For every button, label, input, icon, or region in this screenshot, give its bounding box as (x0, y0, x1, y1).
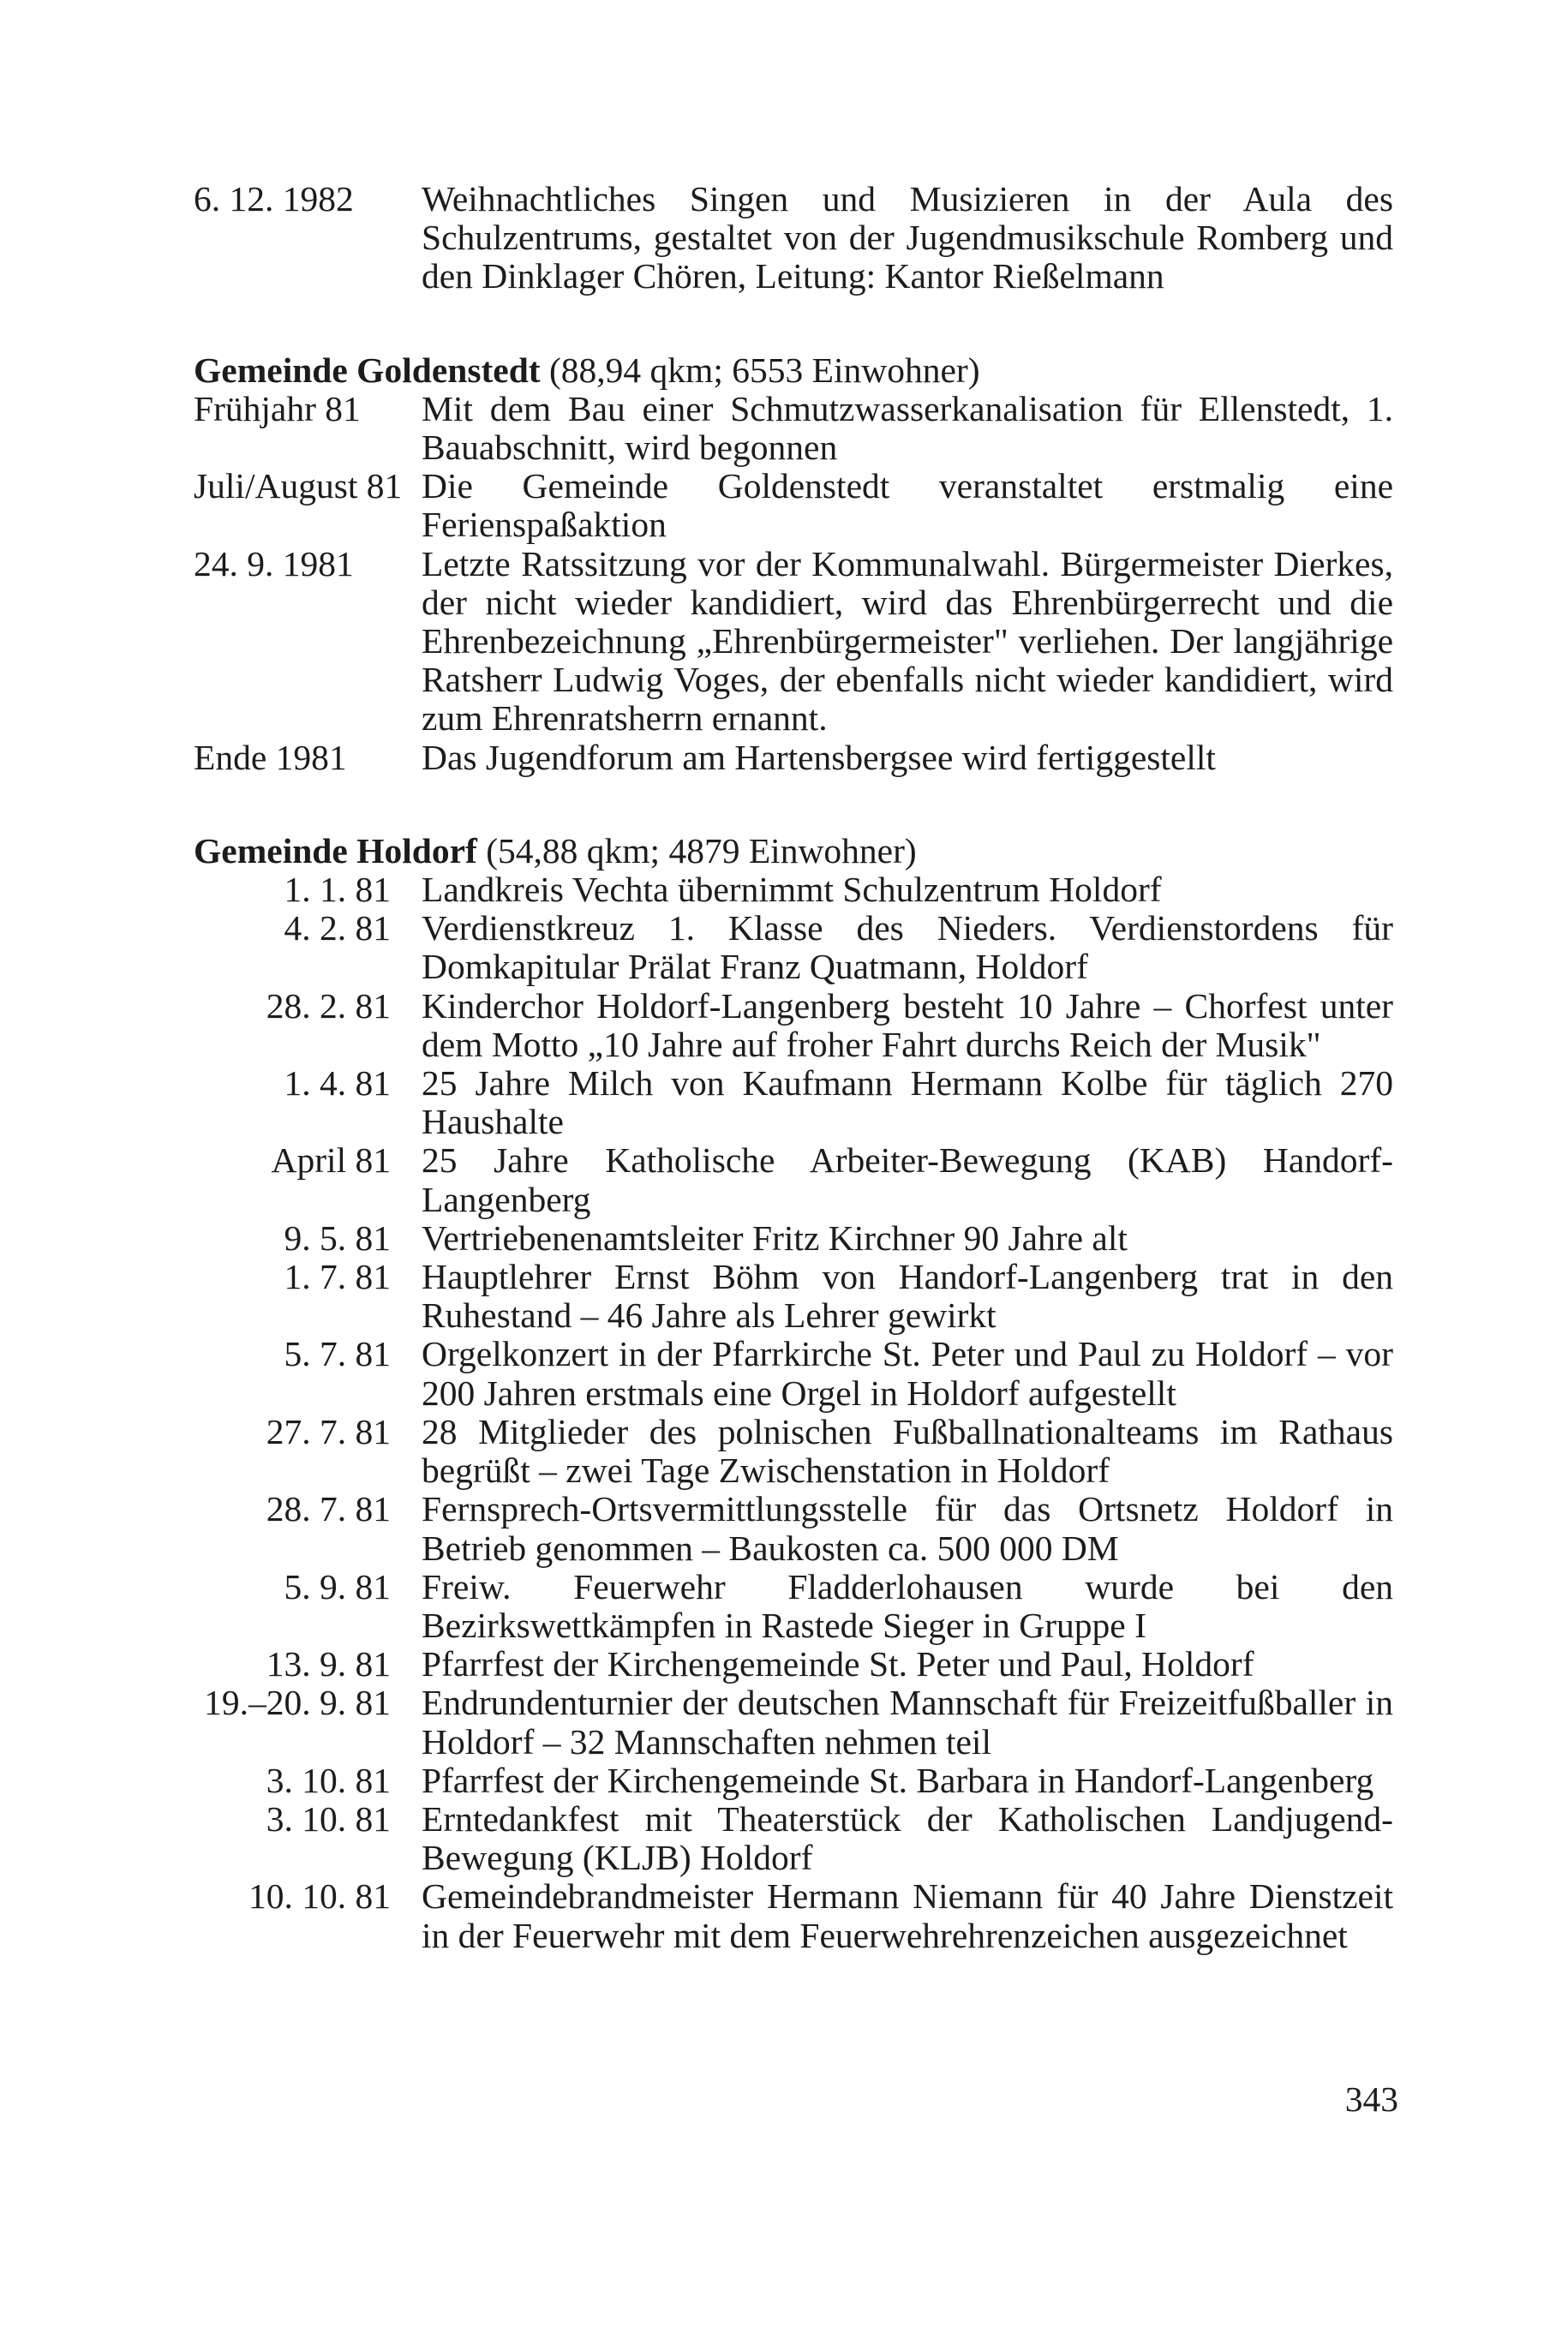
entry-text: Pfarrfest der Kirchengemeinde St. Barbara in Handorf-Langenberg (422, 1760, 1374, 1800)
chronicle-entry (194, 987, 1393, 1064)
chronicle-entry (194, 870, 1393, 909)
entry-date: 28. 2. 81 (266, 985, 391, 1026)
document-page (194, 180, 1393, 1955)
entry-date: 9. 5. 81 (284, 1217, 391, 1258)
section-name: Gemeinde Goldenstedt (194, 350, 541, 390)
entry-date: 1. 7. 81 (284, 1257, 391, 1297)
chronicle-entry (194, 1413, 1393, 1490)
chronicle-entry (194, 390, 1393, 467)
entry-text: Gemeindebrandmeister Hermann Niemann für 40 Jahre Dienstzeit in der Feuerwehr mit dem Feuerwehrehrenzeichen ausgezeichnet (422, 1876, 1393, 1955)
entry-date: 5. 7. 81 (284, 1334, 391, 1374)
chronicle-entry (194, 1141, 1393, 1218)
entry-date: Juli/August 81 (194, 466, 403, 506)
entry-date: 28. 7. 81 (266, 1489, 391, 1529)
chronicle-entry (194, 739, 1393, 777)
entry-text: Landkreis Vechta übernimmt Schulzentrum Holdorf (422, 870, 1162, 910)
chronicle-entry (194, 467, 1393, 544)
entry-date: 24. 9. 1981 (194, 543, 354, 583)
chronicle-entry (194, 545, 1393, 739)
entry-date: 27. 7. 81 (266, 1411, 391, 1451)
entry-text: 28 Mitglieder des polnischen Fußballnationalteams im Rathaus begrüßt – zwei Tage Zwischenstation in Holdorf (422, 1411, 1393, 1491)
entry-text: Pfarrfest der Kirchengemeinde St. Peter und Paul, Holdorf (422, 1644, 1254, 1684)
chronicle-entry (194, 909, 1393, 986)
entry-date: 4. 2. 81 (284, 908, 391, 948)
entry-date: 1. 4. 81 (284, 1063, 391, 1104)
entry-text: Die Gemeinde Goldenstedt veranstaltet erstmalig eine Ferienspaßaktion (422, 466, 1393, 545)
chronicle-entry (194, 1684, 1393, 1761)
chronicle-entry (194, 1490, 1393, 1567)
entry-date: Ende 1981 (194, 737, 347, 777)
entry-date: 19.–20. 9. 81 (204, 1683, 391, 1723)
entry-text: 25 Jahre Milch von Kaufmann Hermann Kolbe für täglich 270 Haushalte (422, 1063, 1393, 1142)
entry-text: Vertriebenenamtsleiter Fritz Kirchner 90 Jahre alt (422, 1217, 1128, 1258)
chronicle-entry (194, 1800, 1393, 1877)
chronicle-entry (194, 1645, 1393, 1684)
chronicle-entry (194, 1064, 1393, 1141)
entry-text: Freiw. Feuerwehr Fladderlohausen wurde bei den Bezirkswettkämpfen in Rastede Sieger in Gruppe I (422, 1566, 1393, 1645)
entry-date: 3. 10. 81 (266, 1760, 391, 1800)
chronicle-entry (194, 1568, 1393, 1645)
section-heading-holdorf (194, 832, 1393, 870)
entry-text: Orgelkonzert in der Pfarrkirche St. Peter und Paul zu Holdorf – vor 200 Jahren erstmals eine Orgel in Holdorf aufgestellt (422, 1334, 1393, 1413)
chronicle-entry (194, 1762, 1393, 1800)
page-number: 343 (1344, 2079, 1398, 2119)
entry-date: 1. 1. 81 (284, 870, 391, 910)
chronicle-entry (194, 1877, 1393, 1954)
section-name: Gemeinde Holdorf (194, 830, 477, 870)
entry-text: Letzte Ratssitzung vor der Kommunalwahl. Bürgermeister Dierkes, der nicht wieder kandidiert, wird das Ehrenbürgerrecht und die Ehrenbezeichnung „Ehrenbürgermeister" verliehen. Der langjährige Ratsherr Ludwig Voges, der ebenfalls nicht wieder kandidiert, wird zum Ehrenratsherrn ernannt. (422, 543, 1393, 739)
entry-date: 3. 10. 81 (266, 1798, 391, 1839)
entry-date: Frühjahr 81 (194, 388, 361, 428)
chronicle-entry (194, 180, 1393, 296)
entry-text: Erntedankfest mit Theaterstück der Katholischen Landjugend-Bewegung (KLJB) Holdorf (422, 1798, 1393, 1878)
chronicle-entry (194, 1258, 1393, 1335)
chronicle-entry (194, 1219, 1393, 1258)
entry-text: Kinderchor Holdorf-Langenberg besteht 10 Jahre – Chorfest unter dem Motto „10 Jahre auf froher Fahrt durchs Reich der Musik" (422, 985, 1393, 1064)
entry-text: Endrundenturnier der deutschen Mannschaft für Freizeitfußballer in Holdorf – 32 Mannschaften nehmen teil (422, 1683, 1393, 1762)
entry-date: April 81 (271, 1140, 391, 1181)
entry-text: Verdienstkreuz 1. Klasse des Nieders. Verdienstordens für Domkapitular Prälat Franz Quatmann, Holdorf (422, 908, 1393, 987)
section-heading-goldenstedt (194, 351, 1393, 390)
entry-date: 10. 10. 81 (248, 1876, 391, 1917)
entry-text: Mit dem Bau einer Schmutzwasserkanalisation für Ellenstedt, 1. Bauabschnitt, wird begonnen (422, 388, 1393, 468)
entry-text: Fernsprech-Ortsvermittlungsstelle für das Ortsnetz Holdorf in Betrieb genommen – Baukosten ca. 500 000 DM (422, 1489, 1393, 1568)
section-info: (54,88 qkm; 4879 Einwohner) (486, 830, 917, 870)
chronicle-entry (194, 1335, 1393, 1412)
entry-text: 25 Jahre Katholische Arbeiter-Bewegung (KAB) Handorf-Langenberg (422, 1140, 1393, 1219)
entry-text: Das Jugendforum am Hartensbergsee wird fertiggestellt (422, 737, 1216, 777)
entry-text: Weihnachtliches Singen und Musizieren in der Aula des Schulzentrums, gestaltet von der Jugendmusikschule Romberg und den Dinklager Chören, Leitung: Kantor Rießelmann (422, 179, 1393, 296)
entry-text: Hauptlehrer Ernst Böhm von Handorf-Langenberg trat in den Ruhestand – 46 Jahre als Lehrer gewirkt (422, 1257, 1393, 1336)
section-info: (88,94 qkm; 6553 Einwohner) (548, 350, 980, 390)
entry-date: 6. 12. 1982 (194, 179, 354, 218)
entry-date: 13. 9. 81 (266, 1644, 391, 1684)
entry-date: 5. 9. 81 (284, 1566, 391, 1606)
